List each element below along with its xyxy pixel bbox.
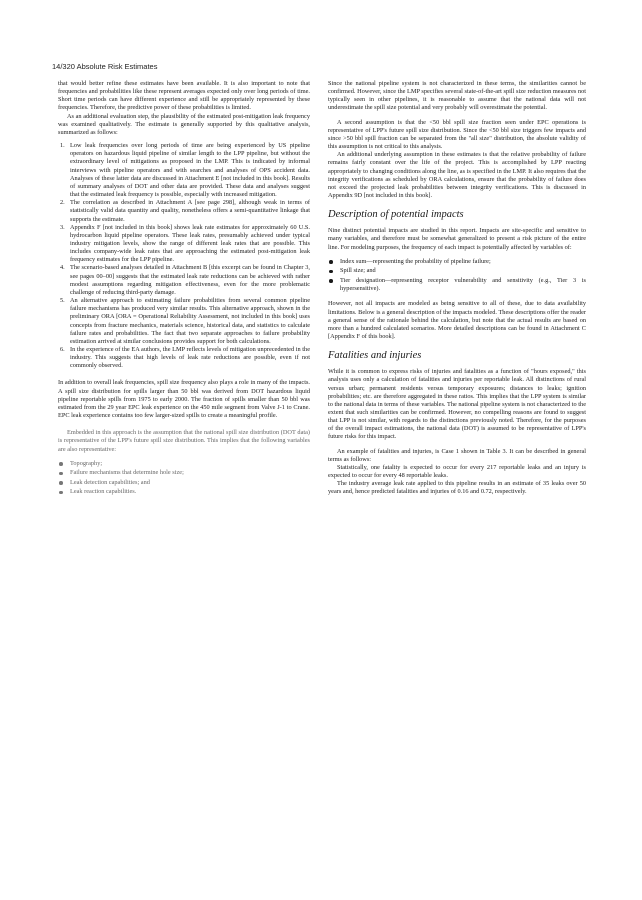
section-heading-fatalities: Fatalities and injuries	[328, 350, 422, 362]
list-text: In the experience of the EA authors, the LMP reflects levels of mitigation unprecedented in the industry. This suggests that high levels of leak rate reductions are possible, even if not commonly observed.	[70, 346, 310, 370]
numbered-list	[58, 142, 310, 370]
bullet-icon	[329, 279, 333, 283]
right-paragraph-1: Since the national pipeline system is not characterized in these terms, the similarities cannot be confirmed. However, since the LMP specifies several state-of-the-art spill size reduction measures not typically seen in other pipelines, it is reasonable to assume that the national data will not underestimate the spill size potential and very probably will overestimate the potential.	[328, 80, 586, 112]
right-paragraph-5: However, not all impacts are modeled as being sensitive to all of these, due to data availability limitations. Below is a general description of the impacts modeled. These descriptions offer the reader a general sense of the rationale behind the calculation, but note that the actual results are based on more than a hundred calculated scenarios. More detailed descriptions can be found in Attachment C [Appendix F of this book].	[328, 300, 586, 341]
left-paragraph-3: In addition to overall leak frequencies, spill size frequency also plays a role in many of the impacts. A spill size distribution for spills larger than 50 bbl was derived from DOT hazardous liquid pipeline reportable spills from 1975 to early 2000. The fraction of spills smaller than 50 bbl was estimated from the 29 year EPC leak experience on the 450 mile segment from Valve J-1 to Crane. EPC leak experience contains too few larger-sized spills to create a meaningful profile.	[58, 379, 310, 420]
right-paragraph-3: An additional underlying assumption in these estimates is that the relative probability of failure remains fairly constant over the life of the project. This is accomplished by LPP reacting appropriately to changing conditions along the line, as is specified in the LMP. It also requires that the integrity verifications as scheduled by ORA calculations, ensure that the probability of failure does not exceed the projected leak probabilities between integrity verifications. This is discussed in Appendix 9D [not included in this book].	[328, 151, 586, 200]
list-text: The scenario-based analyses detailed in Attachment B [this excerpt can be found in Chapter 3, see pages 00–00] suggests that the estimated leak rate reductions can be achieved with rather modest assumptions regarding mitigation effectiveness, even for the more problematic challenge of reducing third-party damage.	[70, 264, 310, 296]
bullet-item	[58, 488, 310, 496]
list-item	[58, 297, 310, 346]
list-text: Appendix F [not included in this book] shows leak rate estimates for approximately 60 U.S. hydrocarbon liquid pipeline operators. These leak rates, presumably achieved under typical industry mitigation levels, show the range of different leak rates that are possible. This includes company-wide leak rates that are approaching the estimated post-mitigation leak frequency estimates for the LPP pipeline.	[70, 223, 310, 264]
left-paragraph-1: that would better refine these estimates have been available. It is also important to note that frequencies and probabilities like these represent averages expected only over long periods of time. Short time periods can have different experience and still be appropriately represented by these frequencies. Therefore, the predictive power of these probabilities is limited.	[58, 80, 310, 112]
bullet-icon	[59, 491, 63, 495]
bullet-text: Topography;	[70, 459, 103, 467]
bullet-icon	[329, 270, 333, 274]
bullet-text: Index sum—representing the probability of pipeline failure;	[340, 257, 491, 265]
bullet-icon	[59, 472, 63, 476]
bullet-item	[58, 479, 310, 487]
bullet-item	[328, 277, 586, 293]
list-text: The correlation as described in Attachment A [see page 298], although weak in terms of statistically valid data quantity and quality, nonetheless offers a semi-quantitative linkage that supports the estimate.	[70, 199, 310, 223]
list-text: Low leak frequencies over long periods of time are being experienced by US pipeline operators on hazardous liquid pipeline of similar length to the LPP pipeline, but without the extraordinary level of mitigations as proposed in the LMP. This is indicated by informal interviews with pipeline operators and with searches and analyses of OPS accident data. Analyses of these latter data are discussed in Attachment E [not included in this book]. Results of summary analyses of DOT and other data are provided. These data and analyses suggest that the estimated leak frequency is possible, especially with increased mitigation.	[70, 142, 310, 199]
list-text: An alternative approach to estimating failure probabilities from several common pipeline failure mechanisms has produced very similar results. This alternative approach, shown in the preliminary ORA [ORA = Operational Reliability Assessment, not included in this book] uses concepts from fracture mechanics, materials science, historical data, and statistics to calculate failure rates and probabilities. The fact that two separate approaches to failure probability estimation arrived at similar conclusions provides support for both calculations.	[70, 297, 310, 345]
bullet-item	[58, 469, 310, 477]
list-number: 4.	[60, 264, 65, 272]
list-item	[58, 346, 310, 370]
list-item	[58, 224, 310, 265]
list-number: 6.	[60, 346, 65, 353]
right-paragraph-4: Nine distinct potential impacts are studied in this report. Impacts are site-specific and sensitive to many variables, and therefore must be somewhat generalized to present a risk picture of the entire line. For modeling purposes, the frequency of each impact is potentially affected by variables of:	[328, 227, 586, 251]
bullet-text: Tier designation—representing receptor vulnerability and sensitivity (e.g., Tier 3 is hypersensitive).	[340, 276, 586, 292]
bullet-icon	[59, 462, 63, 466]
running-head: 14/320 Absolute Risk Estimates	[52, 62, 158, 71]
right-paragraph-2: A second assumption is that the <50 bbl spill size fraction seen under EPC operations is representative of LPP's future spill size distribution. Since the <50 bbl size triggers few impacts and since >50 bbl spill fraction can be separated from the "all size" distribution, the absolute validity of this assumption is not critical to this analysis.	[328, 118, 586, 151]
list-number: 2.	[60, 199, 65, 207]
right-paragraph-9: The industry average leak rate applied to this pipeline results in an estimate of 35 leaks over 50 years and, hence predicted fatalities and injuries of 0.16 and 0.72, respectively.	[328, 480, 586, 496]
list-item	[58, 199, 310, 223]
right-paragraph-6: While it is common to express risks of injuries and fatalities as a function of "hours exposed," this analysis uses only a calculation of fatalities and injuries per reportable leak. All distinctions of rural versus urban; permanent residents versus temporary exposures; distances to leaks; ignition probabilities; etc. are therefore aggregated in these ratios. This implies that the LPP system is similar to the national data in terms of these variables. The national pipeline system is not characterized to the extent that such similarities can be confirmed. However, no compelling reasons are found to suggest that LPP is not similar, with regards to the distinctions previously noted. Therefore, for the purposes of the overall impact estimations, the national data (DOT) is assumed to be representative of LPP's future risks for this impact.	[328, 368, 586, 441]
bullet-list	[328, 258, 586, 293]
left-column	[58, 80, 310, 498]
bullet-item	[328, 267, 586, 275]
bullet-text: Leak reaction capabilities.	[70, 488, 137, 496]
right-column	[328, 80, 586, 497]
list-item	[58, 264, 310, 297]
bullet-text: Failure mechanisms that determine hole size;	[70, 469, 184, 477]
right-paragraph-8: Statistically, one fatality is expected to occur for every 217 reportable leaks and an injury is expected to occur for every 48 reportable leaks.	[328, 463, 586, 480]
bullet-text: Leak detection capabilities; and	[70, 478, 150, 486]
list-item	[58, 142, 310, 199]
left-paragraph-2: As an additional evaluation step, the plausibility of the estimated post-mitigation leak frequency was examined qualitatively. The estimate is generally supported by this qualitative analysis, summarized as follows:	[58, 112, 310, 136]
list-number: 1.	[60, 142, 65, 150]
bullet-item	[328, 258, 586, 266]
bullet-icon	[329, 260, 333, 264]
right-paragraph-7: An example of fatalities and injuries, is Case 1 shown in Table 3. It can be described in general terms as follows:	[328, 447, 586, 463]
list-number: 5.	[60, 297, 65, 305]
bullet-item	[58, 460, 310, 468]
section-heading-impacts: Description of potential impacts	[328, 209, 464, 221]
faded-block	[58, 429, 310, 496]
bullet-icon	[59, 481, 63, 485]
left-paragraph-4: Embedded in this approach is the assumption that the national spill size distribution (DOT data) is representative of the LPP's future spill size distribution. This implies that the following variables are also representative:	[58, 429, 310, 453]
bullet-text: Spill size; and	[340, 267, 376, 275]
list-number: 3.	[60, 223, 65, 231]
bullet-list	[58, 460, 310, 497]
